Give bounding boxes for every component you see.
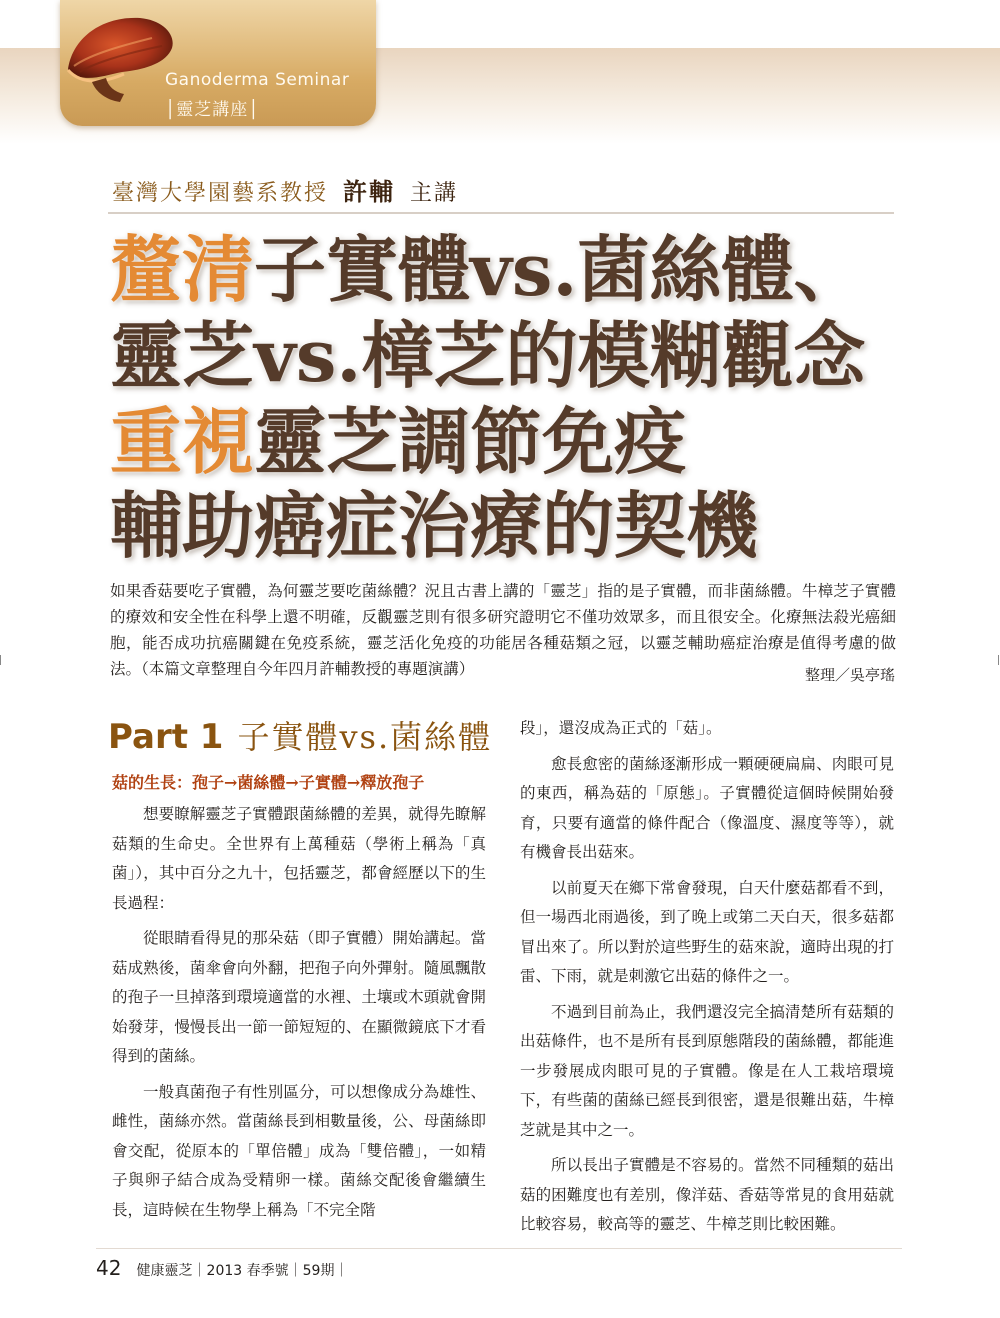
byline [112,172,458,207]
crop-mark [998,655,999,665]
reishi-mushroom-icon [62,8,182,106]
part-number: Part 1 [108,717,224,757]
headline-text-4: 輔助癌症治療的契機 [110,483,759,568]
headline-text-2: 靈芝vs.樟芝的模糊觀念 [110,313,866,398]
headline-highlight-1: 釐清 [110,227,255,312]
byline-role: 主講 [410,181,459,206]
body-paragraph: 愈長愈密的菌絲逐漸形成一顆硬硬扁扁、肉眼可見的東西，稱為菇的「原態」。子實體從這個時候開始發育，只要有適當的條件配合（像溫度、濕度等等），就有機會長出菇來。 [520,754,894,861]
footer-divider [96,1248,902,1249]
part-title: 子實體vs.菌絲體 [237,718,493,756]
section-subhead: 菇的生長：孢子→菌絲體→子實體→釋放孢子 [112,773,425,792]
body-paragraph: 以前夏天在鄉下常會發現，白天什麼菇都看不到，但一場西北雨過後，到了晚上或第二天白天，很多菇都冒出來了。所以對於這些野生的菇來說，適時出現的打雷、下雨，就是刺激它出菇的條件之一。 [520,878,894,985]
headline-line-2 [110,313,866,398]
body-column-right [520,714,894,1246]
headline-highlight-3: 重視 [110,399,255,484]
page-number: 42 [96,1256,122,1280]
body-paragraph: 從眼睛看得見的那朵菇（即子實體）開始講起。當菇成熟後，菌傘會向外翻，把孢子向外彈射。隨風飄散的孢子一旦掉落到環境適當的水裡、土壤或木頭就會開始發芽，慢慢長出一節一節短短的、在顯微鏡底下才看得到的菌絲。 [112,929,486,1065]
headline-line-1 [110,227,866,312]
body-column-left [112,800,486,1231]
body-paragraph: 不過到目前為止，我們還沒完全搞清楚所有菇類的出菇條件，也不是所有長到原態階段的菌絲體，都能進一步發展成肉眼可見的子實體。像是在人工栽培環境下，有些菌的菌絲已經長到很密，還是很難出菇，牛樟芝就是其中之一。 [520,1002,894,1139]
body-paragraph-continued: 段」，還沒成為正式的「菇」。 [520,719,722,737]
lead-paragraph: 如果香菇要吃子實體，為何靈芝要吃菌絲體？況且古書上講的「靈芝」指的是子實體，而非菌絲體。牛樟芝子實體的療效和安全性在科學上還不明確，反觀靈芝則有很多研究證明它不僅功效眾多，而且很安全。化療無法殺光癌細胞，能否成功抗癌關鍵在免疫系統，靈芝活化免疫的功能居各種菇類之冠，以靈芝輔助癌症治療是值得考慮的做法。（本篇文章整理自今年四月許輔教授的專題演講） [110,582,896,678]
issue-info: 健康靈芝｜2013 春季號｜59期｜ [136,1263,349,1279]
byline-name: 許輔 [343,177,396,206]
page-footer [96,1256,348,1280]
byline-affiliation: 臺灣大學園藝系教授 [112,181,329,206]
headline-text-3: 靈芝調節免疫 [254,399,687,484]
editor-credit: 整理／吳亭瑤 [804,666,895,684]
section-label-en: Ganoderma Seminar [165,70,350,90]
part-heading [108,712,492,758]
body-paragraph: 所以長出子實體是不容易的。當然不同種類的菇出菇的困難度也有差別，像洋菇、香菇等常見的食用菇就比較容易，較高等的靈芝、牛樟芝則比較困難。 [520,1156,894,1233]
headline-text-1: 子實體vs.菌絲體、 [254,227,866,312]
header-divider [108,212,894,214]
crop-mark [0,655,1,665]
body-paragraph: 一般真菌孢子有性別區分，可以想像成分為雄性、雌性，菌絲亦然。當菌絲長到相數量後，公、母菌絲即會交配，從原本的「單倍體」成為「雙倍體」，一如精子與卵子結合成為受精卵一樣。菌絲交配後會繼續生長，這時候在生物學上稱為「不完全階 [112,1082,486,1219]
headline-line-4 [110,483,759,568]
headline-line-3 [110,399,687,484]
section-label-zh: │靈芝講座│ [165,100,260,120]
body-paragraph: 想要瞭解靈芝子實體跟菌絲體的差異，就得先瞭解菇類的生命史。全世界有上萬種菇（學術上稱為「真菌」），其中百分之九十，包括靈芝，都會經歷以下的生長過程： [112,805,486,912]
